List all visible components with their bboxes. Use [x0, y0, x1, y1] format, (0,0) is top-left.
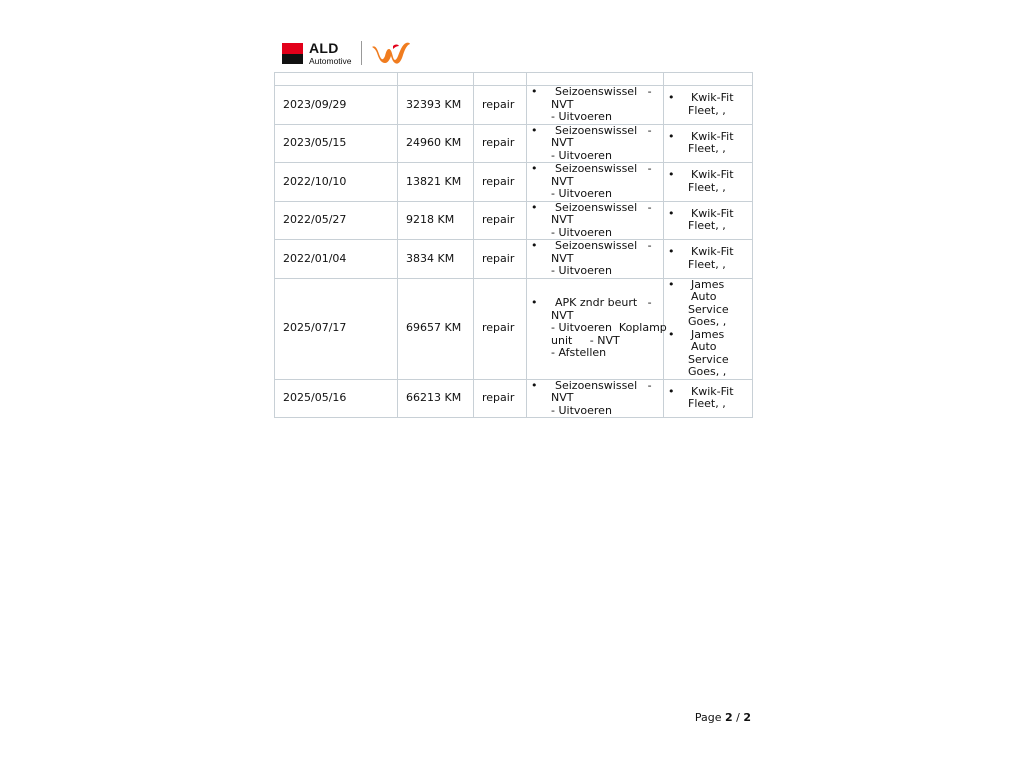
workshop-item — [672, 386, 744, 411]
activity-item — [535, 380, 655, 418]
workshop-line: Fleet, , — [688, 397, 726, 411]
page-separator: / — [736, 711, 740, 724]
cell-mileage: 69657 KM — [398, 278, 474, 379]
activity-line: NVT — [551, 251, 574, 265]
activity-item — [535, 125, 655, 163]
activity-line: • Seizoenswissel - — [555, 378, 652, 392]
activity-list — [535, 86, 655, 124]
activity-line: - Uitvoeren — [551, 148, 612, 162]
workshop-list — [672, 208, 744, 233]
workshop-item — [672, 208, 744, 233]
workshop-item — [672, 169, 744, 194]
page-total: 2 — [743, 711, 751, 724]
page-current: 2 — [724, 711, 733, 724]
activity-line: • Seizoenswissel - — [555, 123, 652, 137]
column-header-mileage — [398, 73, 474, 86]
logo-divider — [361, 41, 362, 65]
cell-date: 2022/05/27 — [275, 201, 398, 240]
workshop-line: Service — [688, 302, 729, 316]
cell-activities — [527, 240, 664, 279]
activity-line: - Uitvoeren — [551, 225, 612, 239]
workshop-line: • James Auto — [691, 327, 725, 353]
activity-line: • Seizoenswissel - — [555, 239, 652, 252]
cell-date: 2025/05/16 — [275, 379, 398, 418]
workshop-line: • Kwik-Fit — [691, 129, 734, 143]
activity-line: - Uitvoeren — [551, 403, 612, 417]
cell-workshop — [664, 86, 753, 125]
cell-workshop — [664, 278, 753, 379]
activity-item — [535, 202, 655, 240]
maintenance-table — [274, 72, 753, 418]
ald-logo-mark-icon — [282, 43, 303, 64]
activity-line: • Seizoenswissel - — [555, 85, 652, 98]
cell-workshop — [664, 240, 753, 279]
activity-list — [535, 125, 655, 163]
cell-type: repair — [474, 86, 527, 125]
workshop-line: Fleet, , — [688, 103, 726, 117]
workshop-list — [672, 279, 744, 379]
activity-item — [535, 163, 655, 201]
cell-date: 2022/01/04 — [275, 240, 398, 279]
table-row — [275, 201, 753, 240]
workshop-item — [672, 131, 744, 156]
activity-line: - Uitvoeren — [551, 187, 612, 200]
activity-line: NVT — [551, 136, 574, 149]
table-row — [275, 163, 753, 202]
table-row — [275, 240, 753, 279]
cell-workshop — [664, 201, 753, 240]
workshop-line: • Kwik-Fit — [691, 168, 734, 182]
table-row — [275, 86, 753, 125]
table-row — [275, 278, 753, 379]
cell-date: 2023/05/15 — [275, 124, 398, 163]
workshop-line: Goes, , — [688, 315, 727, 328]
workshop-line: Fleet, , — [688, 180, 726, 194]
workshop-item — [672, 279, 744, 329]
cell-mileage: 13821 KM — [398, 163, 474, 202]
cell-mileage: 9218 KM — [398, 201, 474, 240]
cell-mileage: 3834 KM — [398, 240, 474, 279]
cell-mileage: 32393 KM — [398, 86, 474, 125]
activity-line: - Uitvoeren Koplamp — [551, 321, 667, 335]
cell-activities — [527, 124, 664, 163]
workshop-line: Goes, , — [688, 365, 727, 378]
ald-automotive-logo — [282, 41, 352, 66]
activity-item — [535, 86, 655, 124]
activity-list — [535, 163, 655, 201]
cell-date: 2022/10/10 — [275, 163, 398, 202]
activity-item — [535, 296, 667, 360]
table-header-row — [275, 73, 753, 86]
cell-type: repair — [474, 201, 527, 240]
workshop-line: • Kwik-Fit — [691, 206, 734, 220]
cell-activities — [527, 379, 664, 418]
activity-line: NVT — [551, 174, 574, 188]
table-row — [275, 379, 753, 418]
ald-logo-subtitle: Automotive — [309, 55, 352, 66]
cell-type: repair — [474, 240, 527, 279]
cell-activities — [527, 86, 664, 125]
workshop-list — [672, 169, 744, 194]
column-header-type — [474, 73, 527, 86]
workshop-line: Fleet, , — [688, 142, 726, 156]
cell-workshop — [664, 124, 753, 163]
ald-logo-name: ALD — [309, 39, 339, 56]
column-header-date — [275, 73, 398, 86]
activity-list — [535, 380, 655, 418]
cell-activities — [527, 278, 667, 379]
workshop-line: • Kwik-Fit — [691, 245, 734, 259]
workshop-line: • Kwik-Fit — [691, 91, 734, 105]
activity-line: • Seizoenswissel - — [555, 162, 652, 175]
activity-list — [535, 296, 667, 360]
workshop-line: Service — [688, 352, 729, 366]
workshop-item — [672, 92, 744, 117]
cell-workshop — [664, 163, 753, 202]
header-logos — [282, 40, 411, 66]
activity-line: - Uitvoeren — [551, 264, 612, 277]
workshop-line: • Kwik-Fit — [691, 384, 734, 398]
page-label: Page — [694, 711, 722, 724]
workshop-list — [672, 92, 744, 117]
cell-mileage: 24960 KM — [398, 124, 474, 163]
page-number — [695, 711, 751, 724]
activity-line: NVT — [551, 213, 574, 226]
activity-list — [535, 202, 655, 240]
workshop-list — [672, 386, 744, 411]
activity-line: - Uitvoeren — [551, 110, 612, 123]
kwik-fit-logo-icon — [371, 40, 411, 66]
cell-type: repair — [474, 124, 527, 163]
activity-line: NVT — [551, 391, 574, 404]
activity-line: • APK zndr beurt - — [555, 296, 652, 310]
activity-item — [535, 240, 655, 278]
cell-date: 2023/09/29 — [275, 86, 398, 125]
column-header-workshop — [664, 73, 753, 86]
table-row — [275, 124, 753, 163]
cell-activities — [527, 163, 664, 202]
activity-line: - Afstellen — [551, 346, 607, 360]
activity-line: • Seizoenswissel - — [555, 200, 652, 214]
cell-type: repair — [474, 379, 527, 418]
table-body — [275, 86, 753, 418]
column-header-activities — [527, 73, 664, 86]
workshop-line: Fleet, , — [688, 219, 726, 233]
cell-type: repair — [474, 163, 527, 202]
workshop-list — [672, 131, 744, 156]
cell-activities — [527, 201, 664, 240]
workshop-line: Fleet, , — [688, 257, 726, 271]
cell-mileage: 66213 KM — [398, 379, 474, 418]
activity-list — [535, 240, 655, 278]
workshop-list — [672, 246, 744, 271]
cell-type: repair — [474, 278, 527, 379]
activity-line: unit - NVT — [551, 333, 620, 347]
activity-line: NVT — [551, 308, 574, 322]
workshop-line: • James Auto — [691, 277, 725, 303]
workshop-item — [672, 246, 744, 271]
cell-workshop — [664, 379, 753, 418]
workshop-item — [672, 329, 744, 379]
cell-date: 2025/07/17 — [275, 278, 398, 379]
activity-line: NVT — [551, 97, 574, 111]
